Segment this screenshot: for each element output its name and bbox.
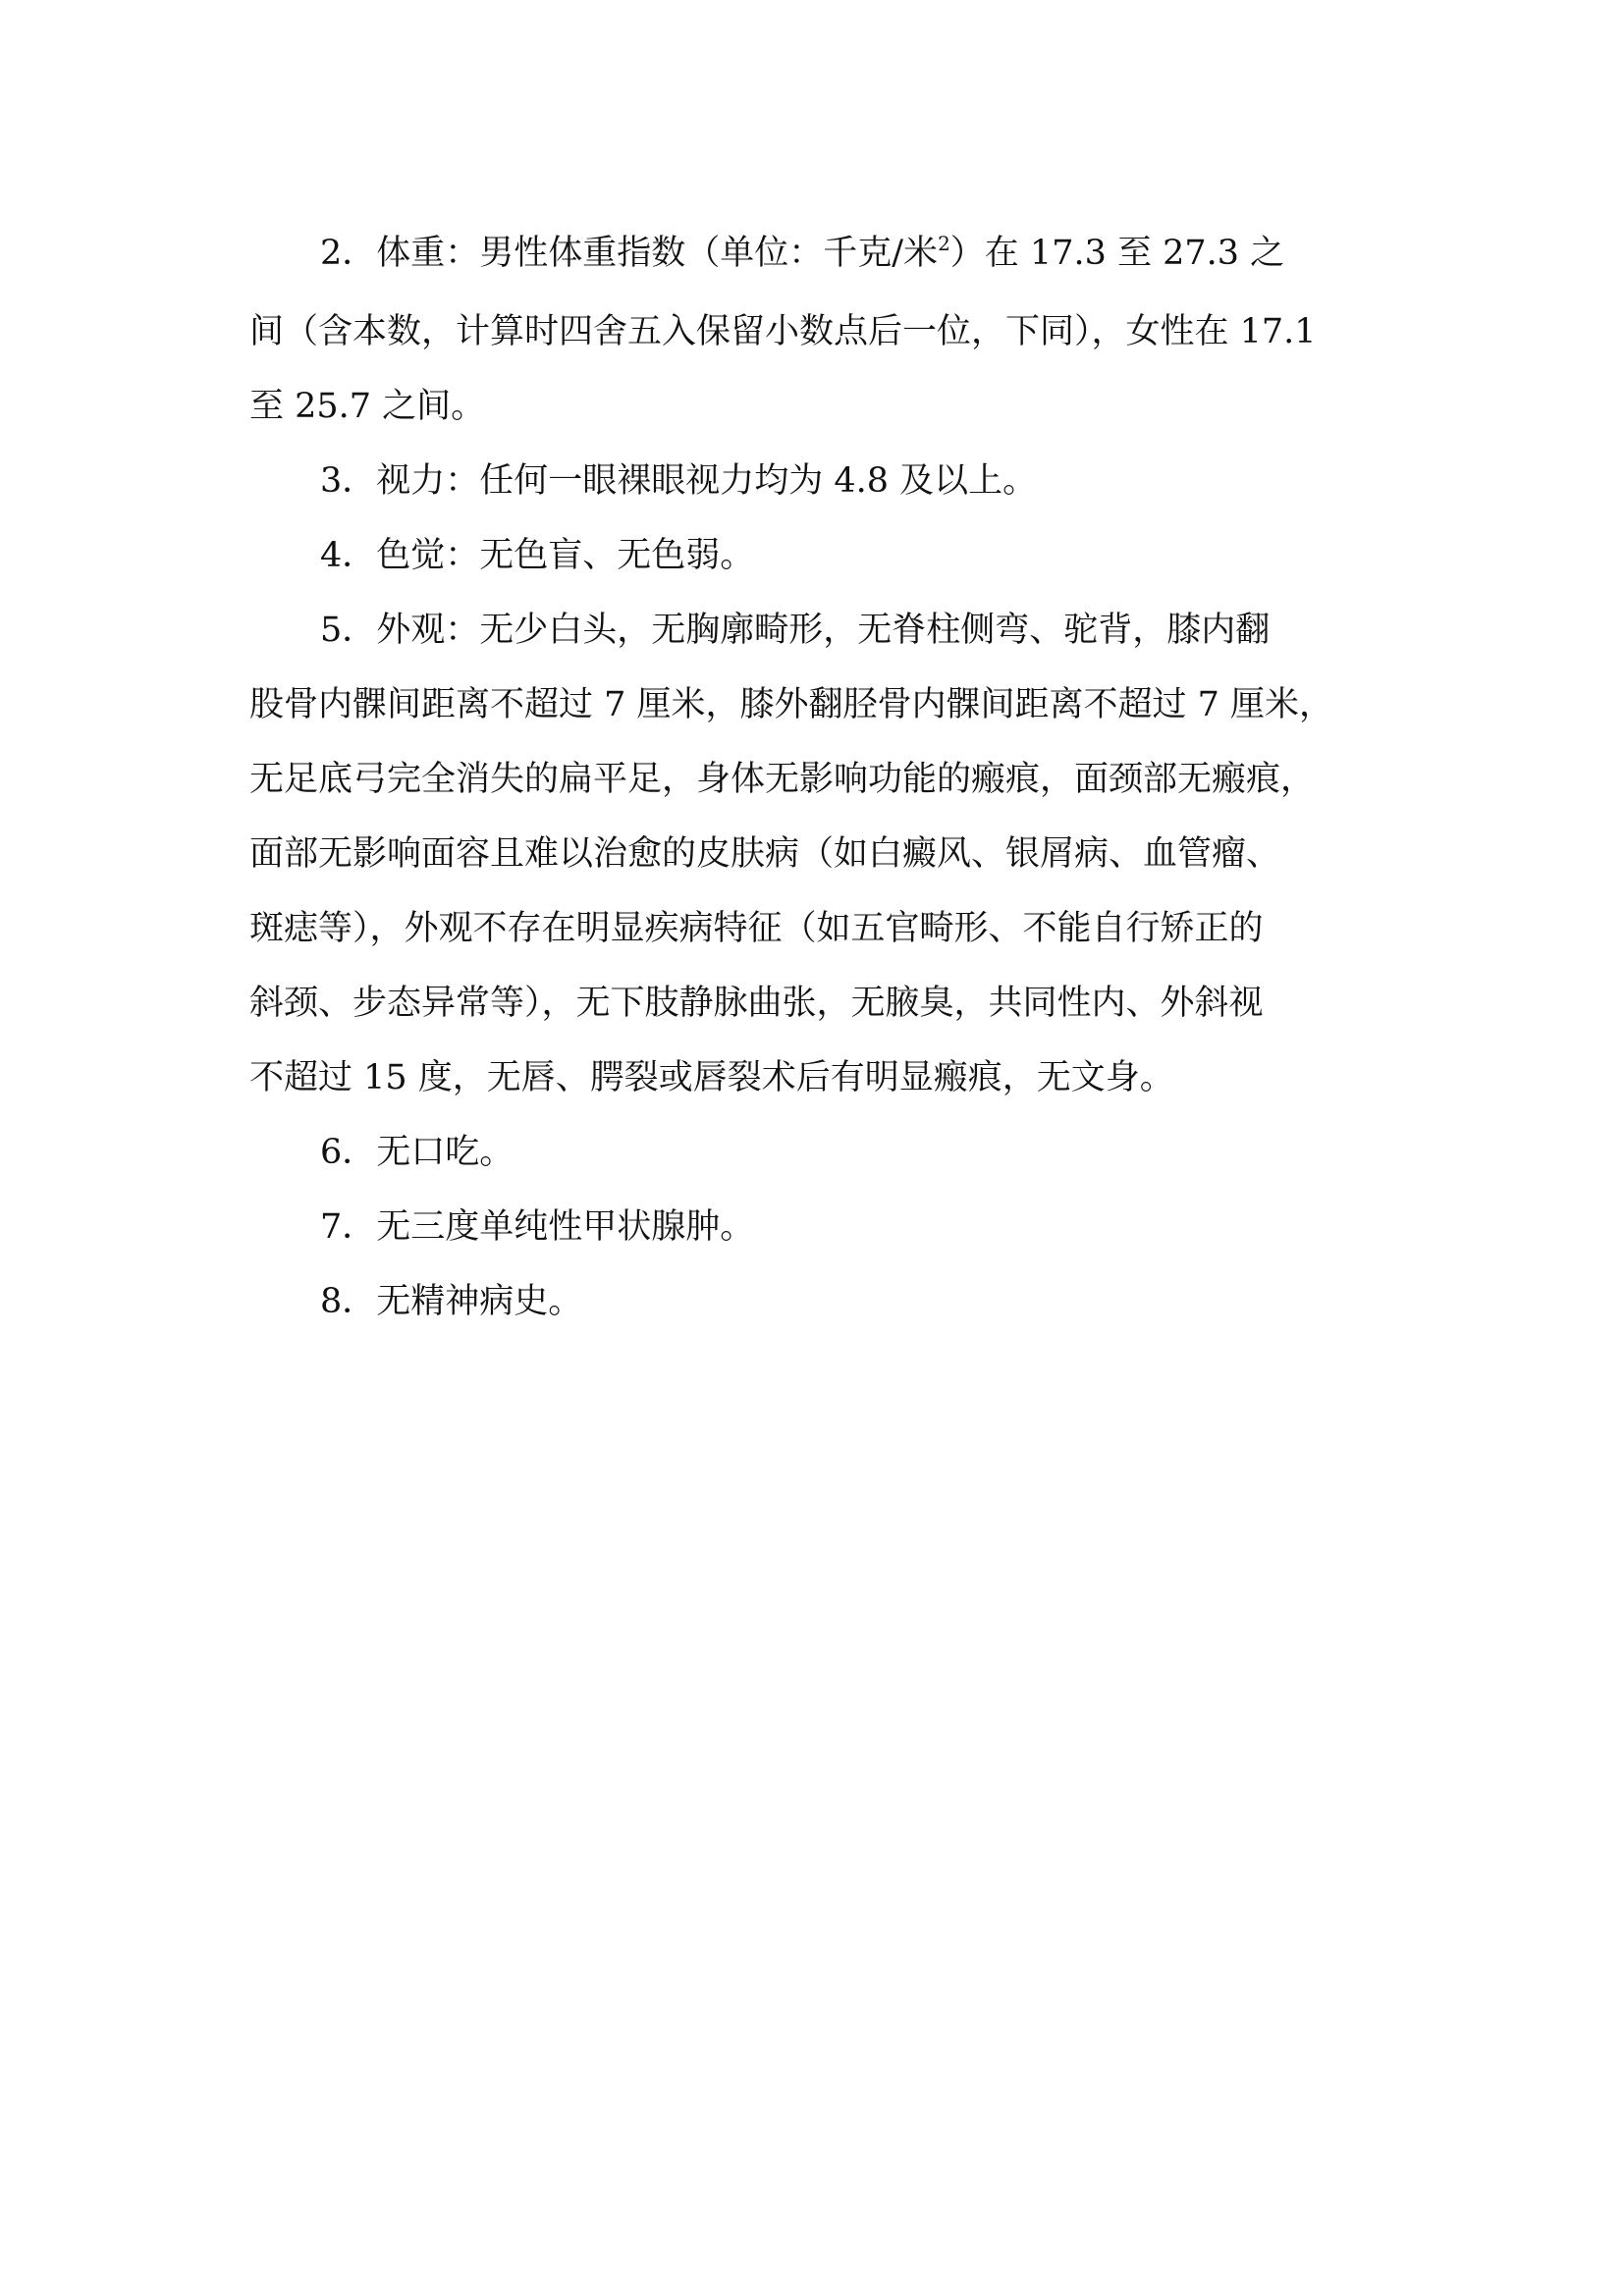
item-2-line-2: 间（含本数，计算时四舍五入保留小数点后一位，下同），女性在 17.1	[249, 312, 1317, 351]
item-4-text: 4．色觉：无色盲、无色弱。	[320, 536, 755, 575]
item-5-line-3: 无足底弓完全消失的扁平足，身体无影响功能的瘢痕，面颈部无瘢痕，	[249, 760, 1316, 799]
item-2-line-1-text: 2．体重：男性体重指数（单位：千克/米	[320, 234, 939, 273]
item-5-line-5: 斑痣等），外观不存在明显疾病特征（如五官畸形、不能自行矫正的	[249, 909, 1264, 948]
item-5-line-7: 不超过 15 度，无唇、腭裂或唇裂术后有明显瘢痕，无文身。	[249, 1058, 1174, 1097]
item-2-line-1	[249, 216, 1386, 294]
item-8-mental-history	[249, 1264, 1386, 1339]
item-7-goiter	[249, 1190, 1386, 1264]
item-5-line-4: 面部无影响面容且难以治愈的皮肤病（如白癜风、银屑病、血管瘤、	[249, 834, 1281, 874]
item-7-text: 7．无三度单纯性甲状腺肿。	[320, 1207, 755, 1247]
item-5-line-2: 股骨内髁间距离不超过 7 厘米，膝外翻胫骨内髁间距离不超过 7 厘米，	[249, 685, 1334, 724]
item-3-text: 3．视力：任何一眼裸眼视力均为 4.8 及以上。	[320, 461, 1038, 501]
item-6-text: 6．无口吃。	[320, 1133, 514, 1172]
item-3-vision	[249, 444, 1386, 518]
item-2-weight	[249, 216, 1386, 444]
document-body	[249, 216, 1386, 1339]
superscript-2: 2	[938, 232, 950, 255]
item-2-line-1-tail: ）在 17.3 至 27.3 之	[949, 234, 1285, 273]
item-4-color-vision	[249, 518, 1386, 593]
item-8-text: 8．无精神病史。	[320, 1282, 583, 1321]
item-5-line-6: 斜颈、步态异常等），无下肢静脉曲张，无腋臭，共同性内、外斜视	[249, 984, 1264, 1023]
item-5-line-1: 5．外观：无少白头，无胸廓畸形，无脊柱侧弯、驼背，膝内翻	[320, 611, 1271, 650]
item-5-appearance	[249, 593, 1386, 1115]
item-6-stutter	[249, 1115, 1386, 1190]
item-2-line-3: 至 25.7 之间。	[249, 387, 486, 426]
